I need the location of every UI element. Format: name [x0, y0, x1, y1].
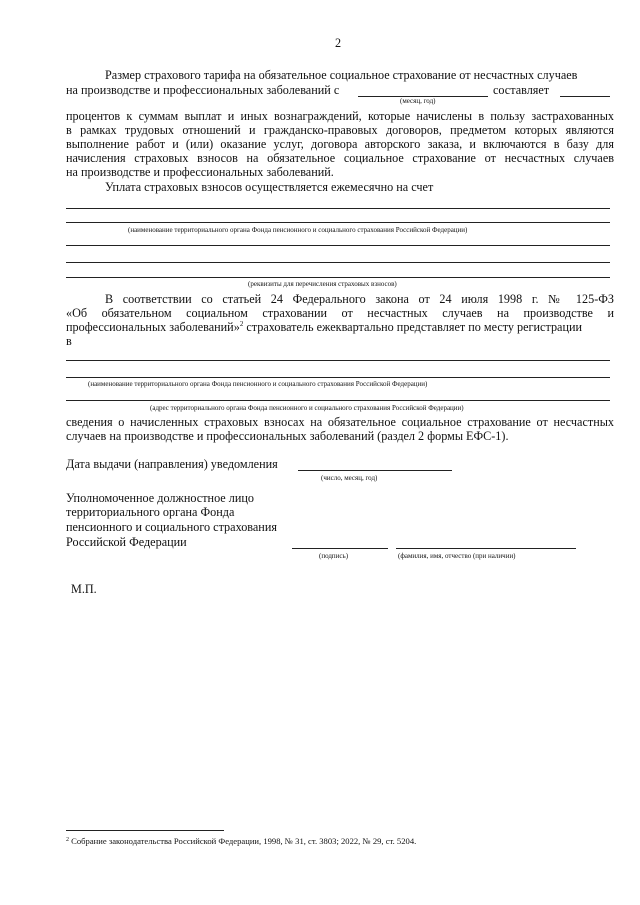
caption-fund-name: (наименование территориального органа Фонда пенсионного и социального страхования Российской Федерации) [128, 226, 468, 234]
footnote-text: Собрание законодательства Российской Федерации, 1998, № 31, ст. 3803; 2022, № 29, ст. 5204. [69, 836, 417, 846]
law-line-2: «Об обязательном социальном страховании от несчастных случаев на производстве и [66, 306, 614, 320]
tariff-line-2-mid: составляет [493, 83, 550, 97]
law-line-3-start: профессиональных заболеваний» [66, 320, 240, 334]
caption-signature: (подпись) [319, 552, 349, 560]
footnote-reference: 2 [239, 320, 244, 328]
official-line-4: Российской Федерации [66, 535, 187, 549]
registration-fund-field-2[interactable] [66, 377, 610, 378]
caption-official-name: (фамилия, имя, отчество (при наличии) [398, 552, 516, 560]
requisites-field-2[interactable] [66, 262, 610, 263]
issue-date-field[interactable] [298, 470, 452, 471]
caption-issue-date: (число, месяц, год) [321, 474, 378, 482]
law-line-6: случаев на производстве и профессиональных заболеваний (раздел 2 формы ЕФС-1). [66, 429, 509, 443]
official-line-1: Уполномоченное должностное лицо [66, 491, 254, 505]
fund-name-field-1[interactable] [66, 208, 610, 209]
registration-fund-field-1[interactable] [66, 360, 610, 361]
footnote-divider [66, 830, 224, 831]
stamp-place: М.П. [71, 582, 97, 596]
official-line-2: территориального органа Фонда [66, 505, 235, 519]
fund-name-field-2[interactable] [66, 222, 610, 223]
law-line-4: в [66, 334, 72, 348]
payment-line: Уплата страховых взносов осуществляется ежемесячно на счет [105, 180, 434, 194]
caption-requisites: (реквизиты для перечисления страховых взносов) [248, 280, 397, 288]
footnote [66, 836, 416, 846]
law-line-1: В соответствии со статьей 24 Федерального закона от 24 июля 1998 г. № 125-ФЗ [105, 292, 614, 306]
official-line-3: пенсионного и социального страхования [66, 520, 277, 534]
tariff-line-7: на производстве и профессиональных заболеваний. [66, 165, 334, 179]
tariff-line-1: Размер страхового тарифа на обязательное социальное страхование от несчастных случаев [105, 68, 578, 82]
requisites-field-3[interactable] [66, 277, 610, 278]
caption-registration-fund-name: (наименование территориального органа Фонда пенсионного и социального страхования Российской Федерации) [88, 380, 428, 388]
tariff-line-4: в рамках трудовых отношений и гражданско-правовых договоров, предметом которых являются [66, 123, 614, 137]
caption-fund-address: (адрес территориального органа Фонда пенсионного и социального страхования Российской Федерации) [150, 404, 464, 412]
law-line-3-end: страхователь ежеквартально представляет по месту регистрации [243, 320, 583, 334]
page-number: 2 [335, 36, 342, 50]
official-name-field[interactable] [396, 548, 576, 549]
tariff-line-2-start: на производстве и профессиональных заболеваний с [66, 83, 340, 97]
tariff-line-6: начисления страховых взносов на обязательное социальное страхование от несчастных случаев [66, 151, 614, 165]
law-line-5: сведения о начисленных страховых взносах на обязательное социальное страхование от несчастных [66, 415, 614, 429]
tariff-line-5: выполнение работ и (или) оказание услуг, договора авторского заказа, и включаются в базу для [66, 137, 614, 151]
law-line-3 [66, 320, 582, 334]
requisites-field-1[interactable] [66, 245, 610, 246]
caption-month-year: (месяц, год) [400, 97, 436, 105]
tariff-rate-field[interactable] [560, 96, 610, 97]
tariff-line-3: процентов к суммам выплат и иных вознаграждений, которые начислены в пользу застрахованных [66, 109, 614, 123]
fund-address-field[interactable] [66, 400, 610, 401]
footnote-marker: 2 [66, 837, 69, 843]
signature-field[interactable] [292, 548, 388, 549]
issue-date-label: Дата выдачи (направления) уведомления [66, 457, 278, 471]
